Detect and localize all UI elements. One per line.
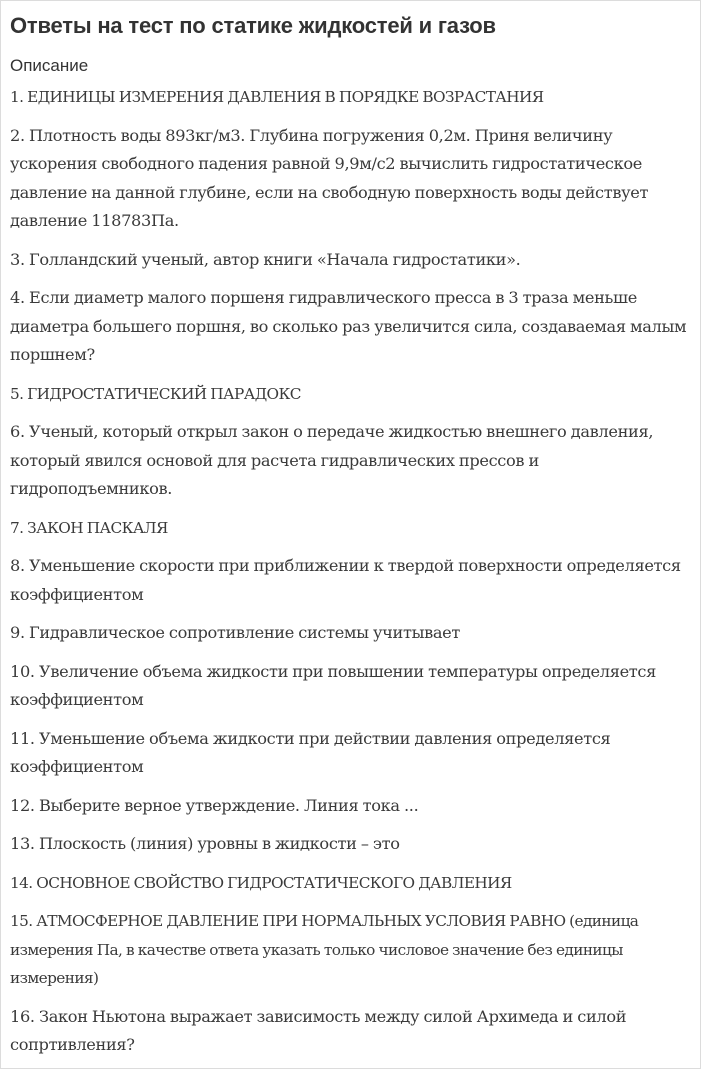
question-item-6: 6. Ученый, который открыл закон о передаче жидкостью внешнего давления, который явился основой для расчета гидравлических прессов и гидроподъемников. [10, 422, 654, 498]
document-page [1, 1, 700, 1060]
question-list [10, 83, 690, 1060]
page-title: Ответы на тест по статике жидкостей и газов [10, 13, 496, 38]
question-item-12: 12. Выберите верное утверждение. Линия тока ... [10, 795, 419, 815]
description-label: Описание [10, 56, 89, 75]
question-item-3: 3. Голландский ученый, автор книги «Начала гидростатики». [10, 249, 521, 269]
question-item-10: 10. Увеличение объема жидкости при повышении температуры определяется коэффициентом [10, 661, 656, 709]
question-item-4: 4. Если диаметр малого поршеня гидравлического пресса в 3 траза меньше диаметра большего поршня, во сколько раз увеличится сила, создаваемая малым поршнем? [10, 288, 687, 364]
question-item-16: 16. Закон Ньютона выражает зависимость между силой Архимеда и силой сопртивления? [10, 1006, 627, 1054]
question-item-5: 5. ГИДРОСТАТИЧЕСКИЙ ПАРАДОКС [10, 384, 301, 403]
question-item-9: 9. Гидравлическое сопротивление системы учитывает [10, 623, 461, 642]
question-item-7: 7. ЗАКОН ПАСКАЛЯ [10, 518, 168, 537]
question-item-2: 2. Плотность воды 893кг/м3. Глубина погружения 0,2м. Приня величину ускорения свободного падения равной 9,9м/с2 вычислить гидростатическое давление на данной глубине, если на свободную поверхность воды действует давление 118783Па. [10, 125, 649, 230]
question-item-14: 14. ОСНОВНОЕ СВОЙСТВО ГИДРОСТАТИЧЕСКОГО ДАВЛЕНИЯ [10, 873, 512, 892]
question-item-15: 15. АТМОСФЕРНОЕ ДАВЛЕНИЕ ПРИ НОРМАЛЬНЫХ УСЛОВИЯ РАВНО (единица измерения Па, в качестве ответа указать только числовое значение без единицы измерения) [10, 912, 639, 987]
question-item-13: 13. Плоскость (линия) уровны в жидкости – это [10, 834, 400, 853]
question-item-11: 11. Уменьшение объема жидкости при действии давления определяется коэффициентом [10, 728, 611, 776]
question-item-1: 1. ЕДИНИЦЫ ИЗМЕРЕНИЯ ДАВЛЕНИЯ В ПОРЯДКЕ ВОЗРАСТАНИЯ [10, 88, 544, 106]
question-item-8: 8. Уменьшение скорости при приближении к твердой поверхности определяется коэффициентом [10, 556, 681, 604]
